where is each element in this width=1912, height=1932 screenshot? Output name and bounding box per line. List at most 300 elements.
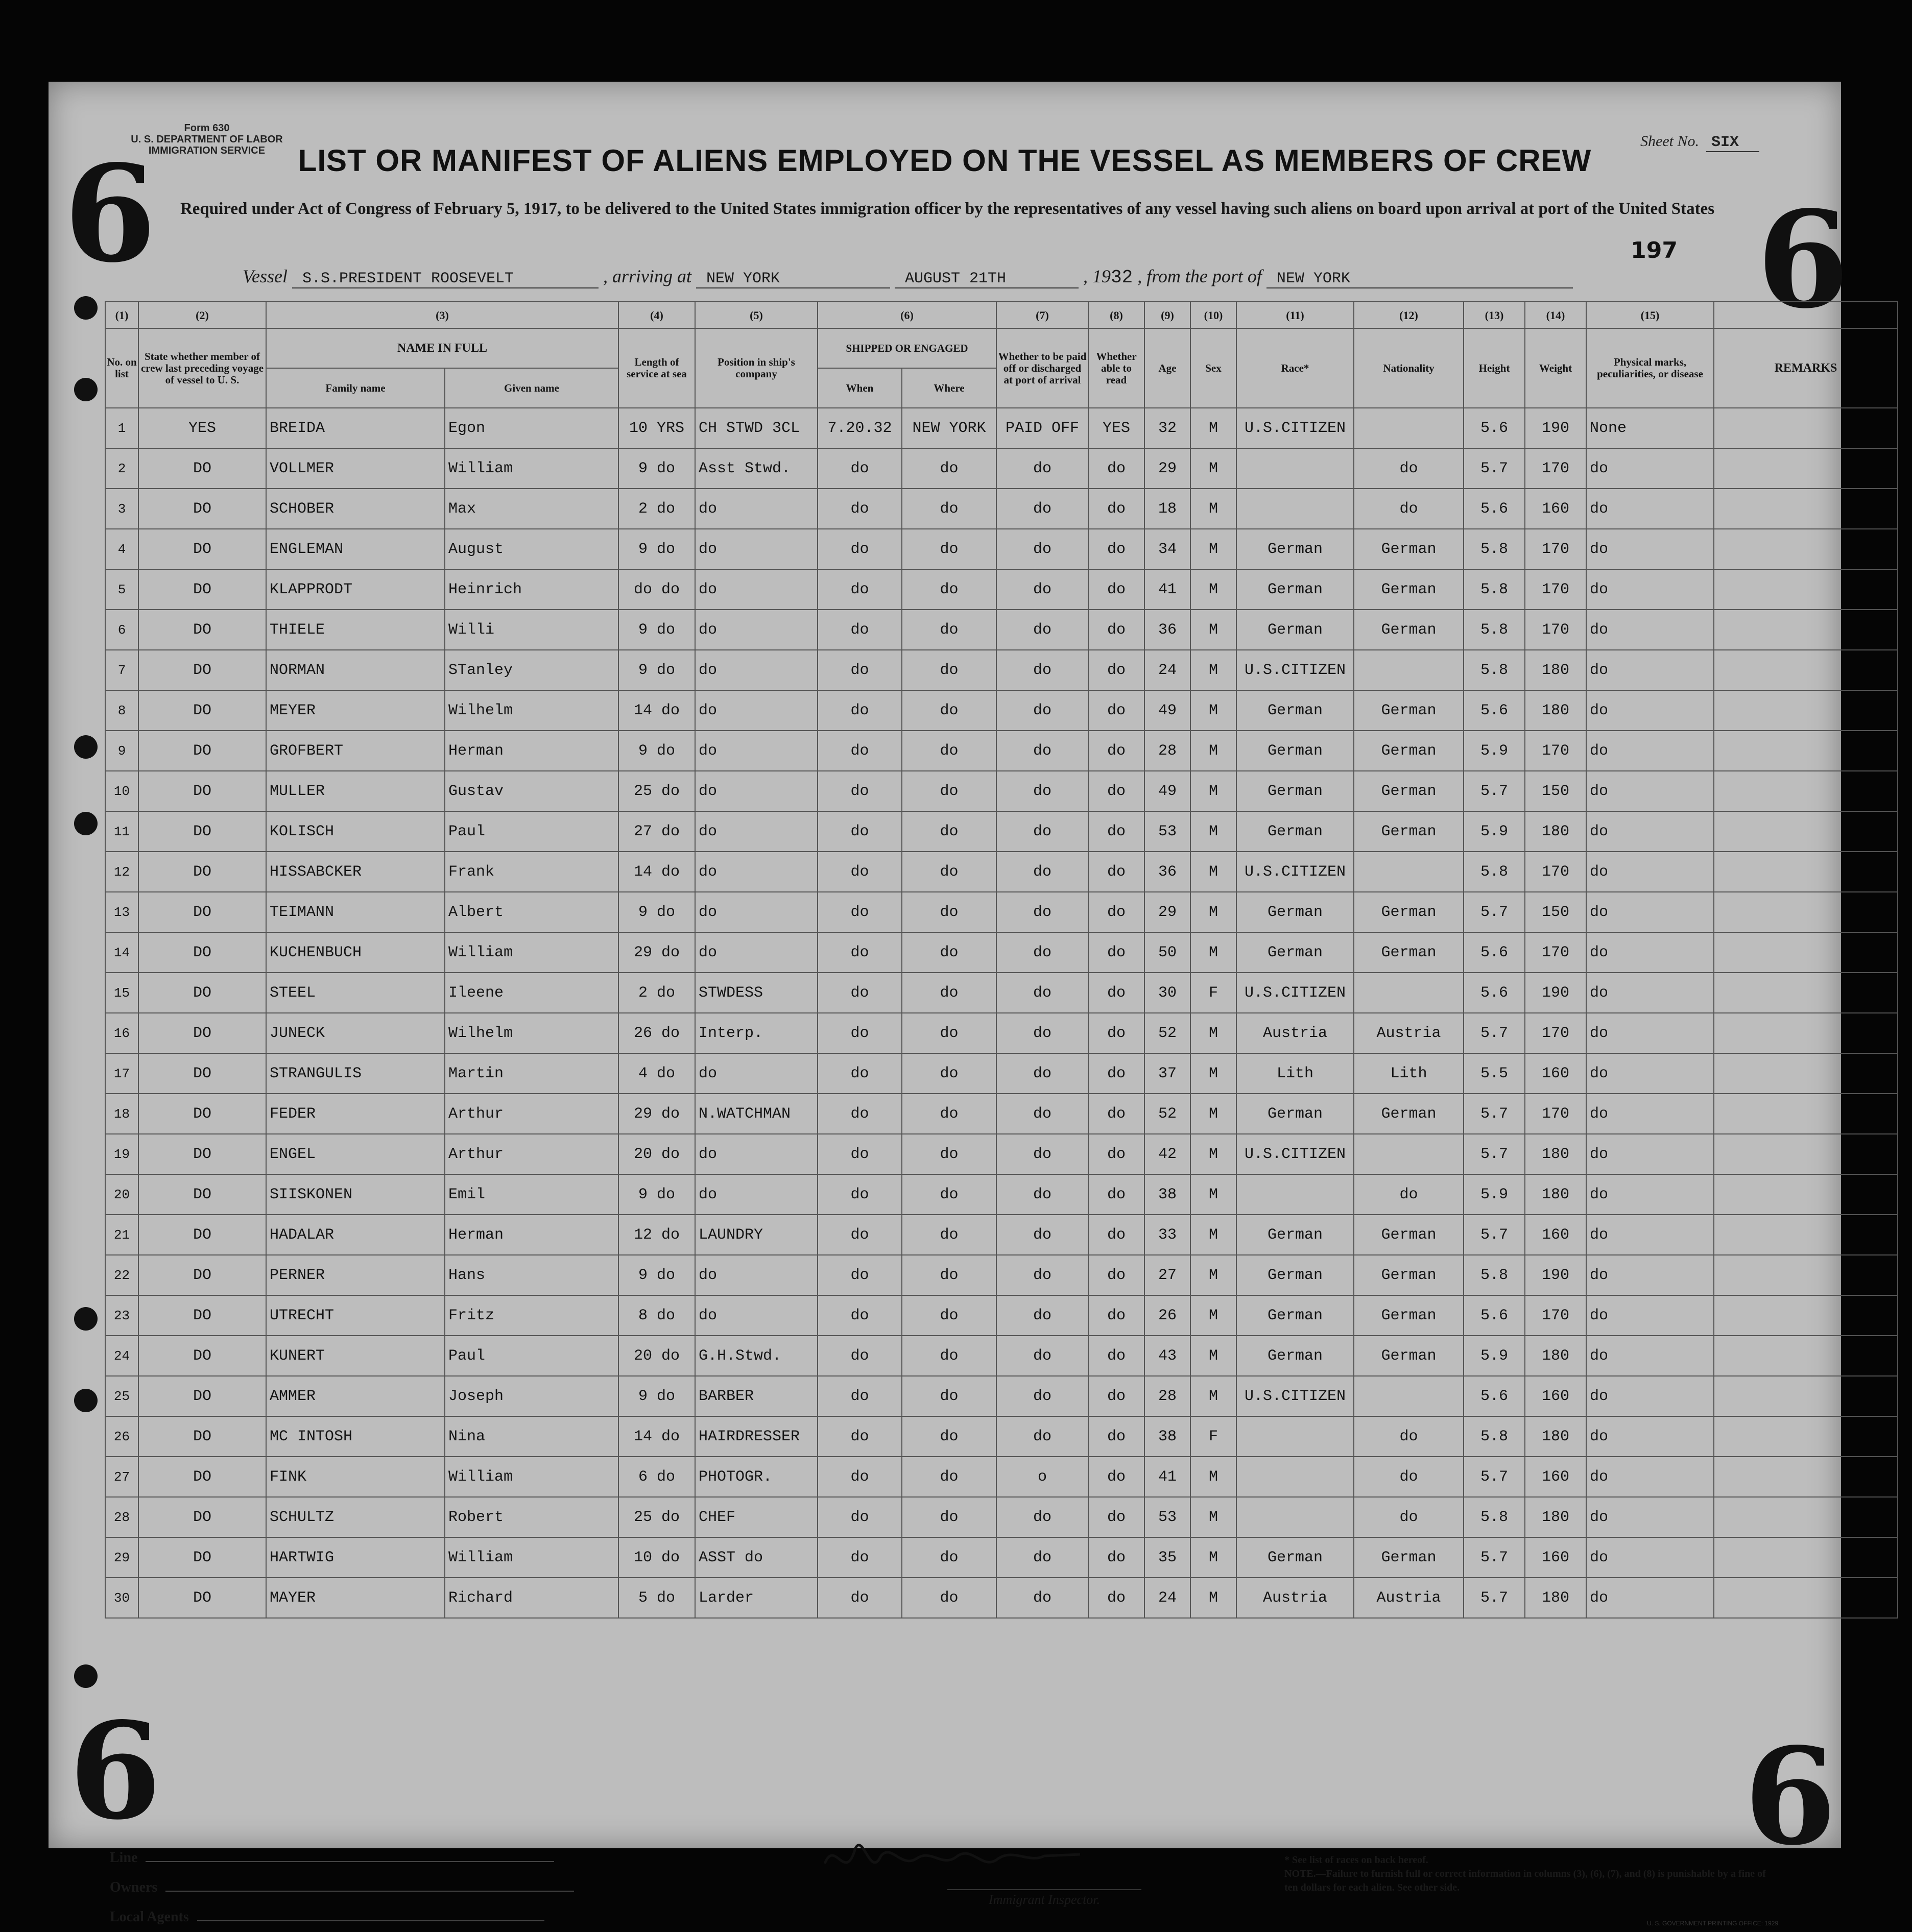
punch-hole (74, 812, 98, 835)
shipped-when-cell: do (818, 650, 902, 690)
table-row (105, 529, 1898, 569)
family-name-cell: GROFBERT (266, 731, 445, 771)
paid-off-cell: do (996, 610, 1088, 650)
header-given-name: Given name (445, 368, 618, 408)
given-name-cell: Ileene (445, 973, 618, 1013)
sex-cell: M (1190, 1336, 1236, 1376)
corner-number-top-right: 6 (1757, 182, 1849, 338)
position-cell: do (695, 569, 818, 610)
age-cell: 35 (1144, 1537, 1190, 1578)
length-of-service-cell: 8 do (618, 1295, 695, 1336)
sheet-label: Sheet No. (1640, 133, 1699, 150)
height-cell: 5.7 (1464, 448, 1525, 489)
remarks-cell (1714, 932, 1898, 973)
height-cell: 5.7 (1464, 771, 1525, 811)
column-number: (7) (996, 302, 1088, 328)
given-name-cell: STanley (445, 650, 618, 690)
previous-voyage-cell: YES (138, 408, 266, 448)
race-cell: Austria (1236, 1013, 1354, 1053)
height-cell: 5.7 (1464, 892, 1525, 932)
shipped-where-cell: do (902, 529, 996, 569)
given-name-cell: Albert (445, 892, 618, 932)
physical-marks-cell: do (1586, 1578, 1714, 1618)
shipped-where-cell: do (902, 1376, 996, 1416)
given-name-cell: Nina (445, 1416, 618, 1457)
physical-marks-cell: do (1586, 771, 1714, 811)
entry-number-cell: 22 (105, 1255, 138, 1295)
nationality-cell (1354, 1376, 1464, 1416)
position-cell: HAIRDRESSER (695, 1416, 818, 1457)
physical-marks-cell: do (1586, 852, 1714, 892)
able-to-read-cell: do (1088, 1094, 1144, 1134)
height-cell: 5.8 (1464, 650, 1525, 690)
paid-off-cell: do (996, 1537, 1088, 1578)
entry-number-cell: 12 (105, 852, 138, 892)
entry-number-cell: 20 (105, 1174, 138, 1215)
able-to-read-cell: do (1088, 1578, 1144, 1618)
physical-marks-cell: do (1586, 1174, 1714, 1215)
form-number: Form 630 (184, 123, 230, 134)
local-agents-label: Local Agents (110, 1909, 189, 1925)
sex-cell: M (1190, 610, 1236, 650)
nationality-cell (1354, 973, 1464, 1013)
given-name-cell: Wilhelm (445, 690, 618, 731)
height-cell: 5.8 (1464, 1255, 1525, 1295)
length-of-service-cell: 20 do (618, 1336, 695, 1376)
table-row (105, 1174, 1898, 1215)
table-row (105, 1497, 1898, 1537)
document-subtitle: Required under Act of Congress of February 5, 1917, to be delivered to the United States immigration officer by the representatives of any vessel having such aliens on board upon arrival at port of the United States (180, 200, 1715, 218)
paid-off-cell: o (996, 1457, 1088, 1497)
paid-off-cell: PAID OFF (996, 408, 1088, 448)
able-to-read-cell: do (1088, 1174, 1144, 1215)
column-number: (4) (618, 302, 695, 328)
header-paid-off: Whether to be paid off or discharged at port of arrival (996, 328, 1088, 408)
paid-off-cell: do (996, 1053, 1088, 1094)
weight-cell: 170 (1525, 448, 1586, 489)
given-name-cell: Hans (445, 1255, 618, 1295)
weight-cell: 150 (1525, 771, 1586, 811)
nationality-cell: German (1354, 529, 1464, 569)
weight-cell: 160 (1525, 1215, 1586, 1255)
family-name-cell: TEIMANN (266, 892, 445, 932)
able-to-read-cell: do (1088, 650, 1144, 690)
table-row (105, 1457, 1898, 1497)
height-cell: 5.8 (1464, 610, 1525, 650)
sex-cell: M (1190, 690, 1236, 731)
previous-voyage-cell: DO (138, 610, 266, 650)
weight-cell: 180 (1525, 1416, 1586, 1457)
nationality-cell (1354, 1134, 1464, 1174)
entry-number-cell: 15 (105, 973, 138, 1013)
column-number: (10) (1190, 302, 1236, 328)
shipped-where-cell: do (902, 1174, 996, 1215)
weight-cell: 160 (1525, 1376, 1586, 1416)
corner-number-top-left: 6 (64, 136, 156, 292)
remarks-cell (1714, 1497, 1898, 1537)
weight-cell: 170 (1525, 1295, 1586, 1336)
header-sex: Sex (1190, 328, 1236, 408)
nationality-cell: German (1354, 1215, 1464, 1255)
nationality-cell: German (1354, 731, 1464, 771)
height-cell: 5.7 (1464, 1537, 1525, 1578)
position-cell: STWDESS (695, 973, 818, 1013)
entry-number-cell: 18 (105, 1094, 138, 1134)
height-cell: 5.6 (1464, 932, 1525, 973)
entry-number-cell: 27 (105, 1457, 138, 1497)
header-position: Position in ship's company (695, 328, 818, 408)
length-of-service-cell: 14 do (618, 1416, 695, 1457)
family-name-cell: HISSABCKER (266, 852, 445, 892)
header-family-name: Family name (266, 368, 445, 408)
race-cell (1236, 1416, 1354, 1457)
table-row (105, 771, 1898, 811)
height-cell: 5.6 (1464, 1295, 1525, 1336)
entry-number-cell: 30 (105, 1578, 138, 1618)
physical-marks-cell: do (1586, 489, 1714, 529)
family-name-cell: STEEL (266, 973, 445, 1013)
printer-imprint: U. S. GOVERNMENT PRINTING OFFICE: 1929 (1647, 1920, 1779, 1927)
previous-voyage-cell: DO (138, 1013, 266, 1053)
shipped-where-cell: do (902, 771, 996, 811)
weight-cell: 190 (1525, 1255, 1586, 1295)
shipped-where-cell: do (902, 1215, 996, 1255)
race-cell: German (1236, 690, 1354, 731)
nationality-cell: German (1354, 771, 1464, 811)
age-cell: 36 (1144, 610, 1190, 650)
sex-cell: M (1190, 1578, 1236, 1618)
previous-voyage-cell: DO (138, 973, 266, 1013)
given-name-cell: Joseph (445, 1376, 618, 1416)
nationality-cell: Austria (1354, 1013, 1464, 1053)
given-name-cell: Fritz (445, 1295, 618, 1336)
sex-cell: M (1190, 448, 1236, 489)
paid-off-cell: do (996, 690, 1088, 731)
table-row (105, 1416, 1898, 1457)
shipped-where-cell: do (902, 1457, 996, 1497)
length-of-service-cell: 2 do (618, 973, 695, 1013)
age-cell: 43 (1144, 1336, 1190, 1376)
previous-voyage-cell: DO (138, 771, 266, 811)
table-row (105, 1295, 1898, 1336)
family-name-cell: ENGLEMAN (266, 529, 445, 569)
paid-off-cell: do (996, 650, 1088, 690)
shipped-when-cell: do (818, 690, 902, 731)
weight-cell: 180 (1525, 690, 1586, 731)
table-row (105, 690, 1898, 731)
nationality-cell: German (1354, 1336, 1464, 1376)
physical-marks-cell: do (1586, 892, 1714, 932)
able-to-read-cell: do (1088, 529, 1144, 569)
shipped-when-cell: do (818, 1336, 902, 1376)
physical-marks-cell: do (1586, 1295, 1714, 1336)
race-cell: Lith (1236, 1053, 1354, 1094)
entry-number-cell: 5 (105, 569, 138, 610)
age-cell: 49 (1144, 771, 1190, 811)
position-cell: PHOTOGR. (695, 1457, 818, 1497)
table-row (105, 1336, 1898, 1376)
shipped-when-cell: do (818, 1376, 902, 1416)
age-cell: 38 (1144, 1174, 1190, 1215)
table-row (105, 489, 1898, 529)
sex-cell: M (1190, 1013, 1236, 1053)
position-cell: do (695, 1053, 818, 1094)
column-number: (11) (1236, 302, 1354, 328)
length-of-service-cell: 14 do (618, 852, 695, 892)
age-cell: 24 (1144, 650, 1190, 690)
weight-cell: 170 (1525, 932, 1586, 973)
physical-marks-cell: do (1586, 811, 1714, 852)
column-number: (15) (1586, 302, 1714, 328)
shipped-when-cell: do (818, 569, 902, 610)
shipped-where-cell: do (902, 650, 996, 690)
given-name-cell: Herman (445, 1215, 618, 1255)
corner-number-bottom-right: 6 (1744, 1719, 1836, 1875)
shipped-where-cell: do (902, 1578, 996, 1618)
sex-cell: M (1190, 1295, 1236, 1336)
entry-number-cell: 24 (105, 1336, 138, 1376)
weight-cell: 180 (1525, 1174, 1586, 1215)
race-cell: U.S.CITIZEN (1236, 973, 1354, 1013)
shipped-when-cell: 7.20.32 (818, 408, 902, 448)
nationality-cell: German (1354, 610, 1464, 650)
remarks-cell (1714, 1053, 1898, 1094)
family-name-cell: KOLISCH (266, 811, 445, 852)
family-name-cell: UTRECHT (266, 1295, 445, 1336)
race-cell (1236, 1497, 1354, 1537)
given-name-cell: Arthur (445, 1094, 618, 1134)
crew-manifest-table (105, 301, 1898, 1619)
shipped-where-cell: do (902, 1094, 996, 1134)
race-cell: German (1236, 1094, 1354, 1134)
given-name-cell: Willi (445, 610, 618, 650)
shipped-when-cell: do (818, 1497, 902, 1537)
sex-cell: M (1190, 1376, 1236, 1416)
able-to-read-cell: do (1088, 1215, 1144, 1255)
entry-number-cell: 7 (105, 650, 138, 690)
nationality-cell: do (1354, 489, 1464, 529)
remarks-cell (1714, 973, 1898, 1013)
paid-off-cell: do (996, 1336, 1088, 1376)
paid-off-cell: do (996, 529, 1088, 569)
header-where: Where (902, 368, 996, 408)
length-of-service-cell: 10 do (618, 1537, 695, 1578)
able-to-read-cell: do (1088, 1537, 1144, 1578)
shipped-where-cell: do (902, 892, 996, 932)
header-name-in-full: NAME IN FULL (266, 328, 618, 368)
position-cell: N.WATCHMAN (695, 1094, 818, 1134)
position-cell: do (695, 852, 818, 892)
entry-number-cell: 10 (105, 771, 138, 811)
shipped-when-cell: do (818, 1416, 902, 1457)
given-name-cell: William (445, 1537, 618, 1578)
previous-voyage-cell: DO (138, 1578, 266, 1618)
given-name-cell: Max (445, 489, 618, 529)
position-cell: CH STWD 3CL (695, 408, 818, 448)
table-row (105, 892, 1898, 932)
height-cell: 5.7 (1464, 1215, 1525, 1255)
race-cell: German (1236, 1215, 1354, 1255)
family-name-cell: SCHOBER (266, 489, 445, 529)
family-name-cell: BREIDA (266, 408, 445, 448)
able-to-read-cell: do (1088, 973, 1144, 1013)
remarks-cell (1714, 489, 1898, 529)
able-to-read-cell: do (1088, 690, 1144, 731)
header-remarks: REMARKS (1714, 328, 1898, 408)
sex-cell: M (1190, 811, 1236, 852)
remarks-cell (1714, 731, 1898, 771)
paid-off-cell: do (996, 1013, 1088, 1053)
height-cell: 5.6 (1464, 1376, 1525, 1416)
sex-cell: M (1190, 1497, 1236, 1537)
able-to-read-cell: do (1088, 1497, 1144, 1537)
length-of-service-cell: 9 do (618, 731, 695, 771)
remarks-cell (1714, 1215, 1898, 1255)
physical-marks-cell: do (1586, 529, 1714, 569)
shipped-where-cell: do (902, 569, 996, 610)
entry-number-cell: 3 (105, 489, 138, 529)
nationality-cell: German (1354, 690, 1464, 731)
paid-off-cell: do (996, 731, 1088, 771)
given-name-cell: Herman (445, 731, 618, 771)
table-row (105, 932, 1898, 973)
shipped-when-cell: do (818, 1215, 902, 1255)
shipped-when-cell: do (818, 529, 902, 569)
remarks-cell (1714, 1295, 1898, 1336)
entry-number-cell: 2 (105, 448, 138, 489)
column-number: (12) (1354, 302, 1464, 328)
column-number: (1) (105, 302, 138, 328)
position-cell: do (695, 1295, 818, 1336)
header-race: Race* (1236, 328, 1354, 408)
given-name-cell: William (445, 1457, 618, 1497)
length-of-service-cell: 9 do (618, 1174, 695, 1215)
family-name-cell: HARTWIG (266, 1537, 445, 1578)
race-cell: German (1236, 1336, 1354, 1376)
remarks-cell (1714, 1416, 1898, 1457)
remarks-cell (1714, 1013, 1898, 1053)
length-of-service-cell: 9 do (618, 1376, 695, 1416)
shipped-when-cell: do (818, 1537, 902, 1578)
entry-number-cell: 9 (105, 731, 138, 771)
shipped-where-cell: do (902, 973, 996, 1013)
height-cell: 5.7 (1464, 1457, 1525, 1497)
paid-off-cell: do (996, 489, 1088, 529)
given-name-cell: Robert (445, 1497, 618, 1537)
entry-number-cell: 14 (105, 932, 138, 973)
given-name-cell: Wilhelm (445, 1013, 618, 1053)
length-of-service-cell: 29 do (618, 932, 695, 973)
length-of-service-cell: 9 do (618, 529, 695, 569)
age-cell: 37 (1144, 1053, 1190, 1094)
nationality-cell (1354, 650, 1464, 690)
paid-off-cell: do (996, 852, 1088, 892)
remarks-cell (1714, 1255, 1898, 1295)
punch-hole (74, 1307, 98, 1331)
header-height: Height (1464, 328, 1525, 408)
sex-cell: M (1190, 1537, 1236, 1578)
previous-voyage-cell: DO (138, 1215, 266, 1255)
physical-marks-cell: do (1586, 1376, 1714, 1416)
remarks-cell (1714, 1457, 1898, 1497)
column-number-row (105, 302, 1898, 328)
shipped-where-cell: do (902, 489, 996, 529)
header-shipped-engaged: SHIPPED OR ENGAGED (818, 328, 996, 368)
height-cell: 5.8 (1464, 529, 1525, 569)
race-cell: German (1236, 932, 1354, 973)
race-cell: German (1236, 1537, 1354, 1578)
previous-voyage-cell: DO (138, 569, 266, 610)
paid-off-cell: do (996, 1295, 1088, 1336)
shipped-where-cell: do (902, 1336, 996, 1376)
length-of-service-cell: do do (618, 569, 695, 610)
nationality-cell: German (1354, 569, 1464, 610)
race-cell: German (1236, 1295, 1354, 1336)
weight-cell: 180 (1525, 1134, 1586, 1174)
position-cell: do (695, 1255, 818, 1295)
nationality-cell: German (1354, 1255, 1464, 1295)
previous-voyage-cell: DO (138, 1457, 266, 1497)
able-to-read-cell: do (1088, 1134, 1144, 1174)
position-cell: do (695, 771, 818, 811)
sex-cell: M (1190, 529, 1236, 569)
age-cell: 50 (1144, 932, 1190, 973)
year-prefix: , 19 (1083, 266, 1111, 286)
paid-off-cell: do (996, 1416, 1088, 1457)
remarks-cell (1714, 650, 1898, 690)
from-port-label: , from the port of (1137, 266, 1262, 286)
family-name-cell: MC INTOSH (266, 1416, 445, 1457)
previous-voyage-cell: DO (138, 852, 266, 892)
weight-cell: 170 (1525, 1094, 1586, 1134)
height-cell: 5.9 (1464, 1174, 1525, 1215)
family-name-cell: MAYER (266, 1578, 445, 1618)
height-cell: 5.6 (1464, 690, 1525, 731)
position-cell: do (695, 1174, 818, 1215)
previous-voyage-cell: DO (138, 731, 266, 771)
able-to-read-cell: YES (1088, 408, 1144, 448)
given-name-cell: Paul (445, 1336, 618, 1376)
physical-marks-cell: do (1586, 650, 1714, 690)
weight-cell: 150 (1525, 892, 1586, 932)
remarks-cell (1714, 1134, 1898, 1174)
previous-voyage-cell: DO (138, 448, 266, 489)
header-weight: Weight (1525, 328, 1586, 408)
sex-cell: M (1190, 932, 1236, 973)
shipped-when-cell: do (818, 1174, 902, 1215)
weight-cell: 170 (1525, 610, 1586, 650)
age-cell: 49 (1144, 690, 1190, 731)
given-name-cell: August (445, 529, 618, 569)
punch-hole (74, 378, 98, 401)
nationality-cell (1354, 408, 1464, 448)
previous-voyage-cell: DO (138, 1295, 266, 1336)
nationality-cell: German (1354, 811, 1464, 852)
race-cell: German (1236, 892, 1354, 932)
paid-off-cell: do (996, 1174, 1088, 1215)
corner-number-bottom-left: 6 (69, 1694, 161, 1849)
able-to-read-cell: do (1088, 1295, 1144, 1336)
family-name-cell: KUNERT (266, 1336, 445, 1376)
nationality-cell: Lith (1354, 1053, 1464, 1094)
nationality-cell: German (1354, 1094, 1464, 1134)
length-of-service-cell: 25 do (618, 1497, 695, 1537)
manifest-sheet (49, 82, 1849, 1927)
table-row (105, 1094, 1898, 1134)
length-of-service-cell: 25 do (618, 771, 695, 811)
nationality-cell: German (1354, 932, 1464, 973)
position-cell: BARBER (695, 1376, 818, 1416)
